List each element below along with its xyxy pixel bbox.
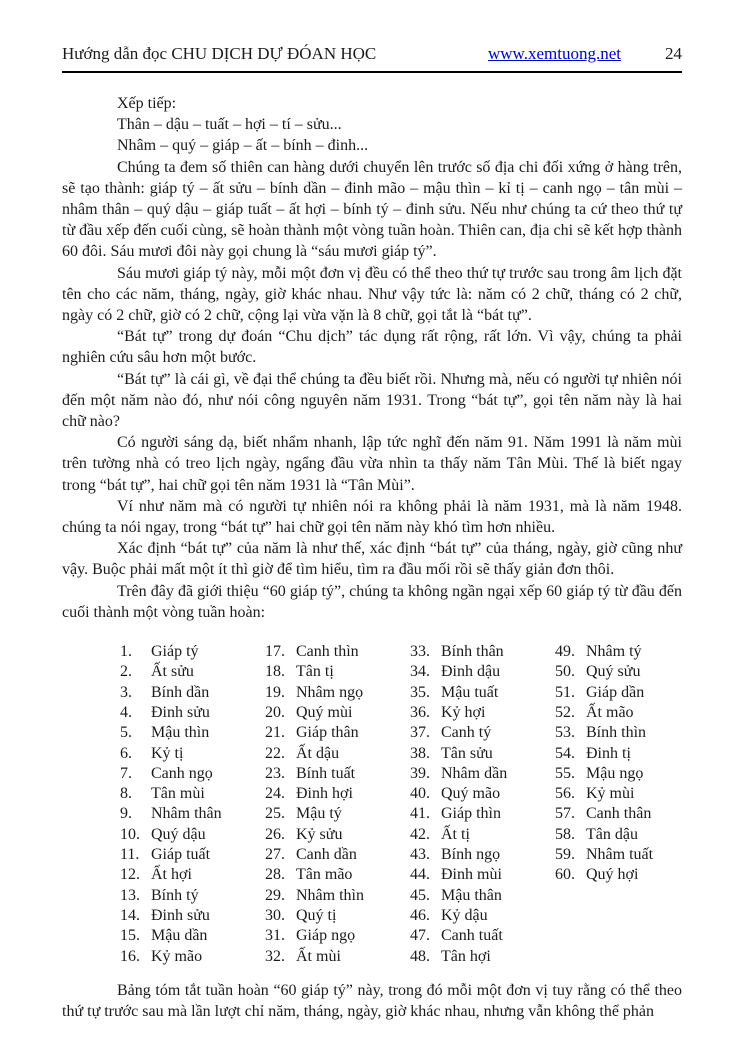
giap-ty-item-label: Nhâm thân (151, 805, 222, 823)
giap-ty-item-label: Kỷ dậu (441, 906, 488, 924)
giap-ty-item-label: Bính dần (151, 683, 210, 701)
giap-ty-item (265, 723, 410, 743)
paragraph: “Bát tự” là cái gì, về đại thể chúng ta đều biết rồi. Nhưng mà, nếu có người tự nhiên nói đến một năm nào đó, như nói công nguyên năm 1931. Trong “bát tự”, gọi tên năm này là hai chữ nào? (62, 370, 682, 431)
giap-ty-item-label: Canh dần (296, 846, 357, 864)
giap-ty-item-label: Nhâm tuất (586, 846, 654, 864)
giap-ty-item (410, 804, 555, 824)
giap-ty-item (265, 683, 410, 703)
giap-ty-item-number: 52. (555, 703, 575, 721)
giap-ty-item-number: 56. (555, 785, 575, 803)
giap-ty-item-label: Ất sửu (151, 663, 194, 681)
giap-ty-item-number: 15. (120, 927, 140, 945)
giap-ty-item-label: Đinh sửu (151, 906, 210, 924)
giap-ty-item-label: Quý mùi (296, 703, 353, 721)
giap-ty-item (265, 764, 410, 784)
giap-ty-item (265, 865, 410, 885)
giap-ty-item-label: Nhâm tý (586, 643, 642, 661)
giap-ty-item-label: Canh tuất (441, 927, 503, 945)
giap-ty-item (410, 865, 555, 885)
header-title: Hướng dẫn đọc CHU DỊCH DỰ ĐÓAN HỌC (62, 44, 377, 63)
giap-ty-item-label: Tân hợi (441, 947, 491, 965)
giap-ty-item (265, 784, 410, 804)
giap-ty-item-label: Mậu tý (296, 805, 342, 823)
giap-ty-item (120, 906, 265, 926)
giap-ty-item (555, 723, 700, 743)
giap-ty-item-label: Mậu thìn (151, 724, 210, 742)
giap-ty-item-number: 51. (555, 683, 575, 701)
text-line: Thân – dậu – tuất – hợi – tí – sửu... (117, 116, 342, 134)
giap-ty-item-number: 34. (410, 663, 430, 681)
giap-ty-item (555, 642, 700, 662)
giap-ty-item-label: Tân mùi (151, 785, 205, 803)
giap-ty-item-number: 58. (555, 825, 575, 843)
giap-ty-item-number: 31. (265, 927, 285, 945)
giap-ty-item (410, 886, 555, 906)
giap-ty-item-number: 22. (265, 744, 285, 762)
header-rule (62, 71, 682, 73)
giap-ty-item (410, 825, 555, 845)
giap-ty-item (265, 642, 410, 662)
giap-ty-item (555, 865, 700, 885)
giap-ty-item-label: Đinh dậu (441, 663, 501, 681)
giap-ty-item (555, 683, 700, 703)
giap-ty-item (120, 723, 265, 743)
giap-ty-item-label: Canh thân (586, 805, 652, 823)
giap-ty-item-label: Bính thìn (586, 724, 647, 742)
giap-ty-item (120, 886, 265, 906)
giap-ty-item-number: 40. (410, 785, 430, 803)
giap-ty-item-number: 30. (265, 906, 285, 924)
giap-ty-item-label: Tân sửu (441, 744, 493, 762)
giap-ty-item-number: 41. (410, 805, 430, 823)
giap-ty-item (120, 744, 265, 764)
giap-ty-item (410, 703, 555, 723)
giap-ty-item-number: 20. (265, 703, 285, 721)
giap-ty-item (120, 662, 265, 682)
giap-ty-item-number: 11. (120, 846, 140, 864)
giap-ty-item (410, 683, 555, 703)
giap-ty-item-label: Bính tý (151, 886, 199, 904)
giap-ty-item-label: Giáp thân (296, 724, 359, 742)
giap-ty-item (120, 825, 265, 845)
giap-ty-item (265, 804, 410, 824)
giap-ty-item (120, 703, 265, 723)
giap-ty-item (410, 906, 555, 926)
giap-ty-item-label: Bính tuất (296, 764, 356, 782)
paragraph: Ví như năm mà có người tự nhiên nói ra không phải là năm 1931, mà là năm 1948. chúng ta nói ngay, trong “bát tự” hai chữ gọi tên năm này khó tìm hơn nhiều. (62, 497, 682, 537)
giap-ty-item (555, 662, 700, 682)
giap-ty-item-number: 17. (265, 643, 285, 661)
giap-ty-item (120, 764, 265, 784)
giap-ty-item-label: Ất mùi (296, 947, 341, 965)
giap-ty-item-number: 54. (555, 744, 575, 762)
giap-ty-item-label: Đinh tị (586, 744, 631, 762)
giap-ty-item-label: Kỷ mão (151, 947, 203, 965)
giap-ty-item-number: 5. (120, 724, 132, 742)
giap-ty-item-label: Quý hợi (586, 866, 639, 884)
giap-ty-item-number: 59. (555, 846, 575, 864)
giap-ty-item (265, 744, 410, 764)
paragraph: “Bát tự” trong dự đoán “Chu dịch” tác dụng rất rộng, rất lớn. Vì vậy, chúng ta phải nghiên cứu sâu hơn một bước. (62, 328, 682, 367)
giap-ty-item-number: 12. (120, 866, 140, 884)
giap-ty-item (410, 642, 555, 662)
text-line: Nhâm – quý – giáp – ất – bính – đinh... (117, 137, 369, 155)
giap-ty-item-label: Kỷ hợi (441, 703, 486, 721)
giap-ty-item-label: Mậu dần (151, 927, 208, 945)
giap-ty-item (410, 723, 555, 743)
giap-ty-item-number: 47. (410, 927, 430, 945)
giap-ty-item (265, 947, 410, 967)
giap-ty-item-label: Ất dậu (296, 744, 340, 762)
giap-ty-item-label: Giáp thìn (441, 805, 501, 823)
giap-ty-item (410, 784, 555, 804)
giap-ty-item-label: Canh ngọ (151, 764, 213, 782)
giap-ty-item (555, 764, 700, 784)
giap-ty-item (410, 764, 555, 784)
paragraph: Xác định “bát tự” của năm là như thế, xác định “bát tự” của tháng, ngày, giờ cũng như vậy. Buộc phải mất một ít thì giờ để tìm hiểu, tìm ra đầu mối rồi sẽ thấy giản đơn thôi. (62, 540, 682, 579)
giap-ty-item-number: 4. (120, 703, 132, 721)
giap-ty-item (410, 662, 555, 682)
giap-ty-item-number: 21. (265, 724, 285, 742)
giap-ty-column (265, 642, 410, 967)
giap-ty-item-number: 46. (410, 906, 430, 924)
giap-ty-item-label: Mậu thân (441, 886, 502, 904)
giap-ty-item-label: Tân tị (296, 663, 334, 681)
giap-ty-item (265, 825, 410, 845)
page-number: 24 (665, 44, 682, 63)
giap-ty-item-number: 38. (410, 744, 430, 762)
giap-ty-item (120, 683, 265, 703)
giap-ty-item-label: Nhâm thìn (296, 886, 364, 904)
giap-ty-item-number: 8. (120, 785, 132, 803)
header-right (488, 44, 682, 64)
giap-ty-item-label: Quý dậu (151, 825, 206, 843)
giap-ty-item-label: Quý sửu (586, 663, 641, 681)
giap-ty-item-label: Canh thìn (296, 643, 359, 661)
text-line: Xếp tiếp: (117, 95, 177, 112)
giap-ty-item-number: 9. (120, 805, 132, 823)
giap-ty-item-number: 48. (410, 947, 430, 965)
giap-ty-item-label: Đinh mùi (441, 866, 502, 884)
giap-ty-item-label: Nhâm dần (441, 764, 508, 782)
giap-ty-item (555, 744, 700, 764)
giap-ty-item-label: Giáp ngọ (296, 927, 356, 945)
giap-ty-item-label: Kỷ sửu (296, 825, 343, 843)
giap-ty-item-label: Tân dậu (586, 825, 638, 843)
header-website-link[interactable]: www.xemtuong.net (488, 44, 621, 63)
giap-ty-item-number: 37. (410, 724, 430, 742)
giap-ty-item-number: 44. (410, 866, 430, 884)
giap-ty-item-label: Ất tị (441, 825, 470, 843)
giap-ty-item-number: 10. (120, 825, 140, 843)
giap-ty-item-number: 2. (120, 663, 132, 681)
giap-ty-item-label: Kỷ mùi (586, 785, 635, 803)
giap-ty-item-number: 42. (410, 825, 430, 843)
giap-ty-item (410, 947, 555, 967)
giap-ty-item-number: 24. (265, 785, 285, 803)
giap-ty-item (410, 845, 555, 865)
giap-ty-item-label: Ất hợi (151, 866, 192, 884)
giap-ty-item-label: Giáp dần (586, 683, 645, 701)
giap-ty-item (265, 906, 410, 926)
paragraph: Sáu mươi giáp tý này, mỗi một đơn vị đều có thể theo thứ tự trước sau trong âm lịch đặt tên cho các năm, tháng, ngày, giờ khác nhau. Như vậy tức là: năm có 2 chữ, tháng có 2 chữ, ngày có 2 chữ, giờ có 2 chữ, cộng lại vừa vặn là 8 chữ, gọi tắt là “bát tự”. (62, 264, 682, 325)
giap-ty-item-number: 45. (410, 886, 430, 904)
giap-ty-item-label: Ất mão (586, 703, 634, 721)
paragraph: Trên đây đã giới thiệu “60 giáp tý”, chúng ta không ngần ngại xếp 60 giáp tý từ đầu đến cuối thành một vòng tuần hoàn: (62, 582, 682, 621)
giap-ty-item (265, 703, 410, 723)
giap-ty-column (120, 642, 265, 967)
giap-ty-item-number: 6. (120, 744, 132, 762)
giap-ty-item-label: Quý tị (296, 906, 337, 924)
giap-ty-item-number: 23. (265, 764, 285, 782)
giap-ty-item (265, 926, 410, 946)
giap-ty-item-label: Quý mão (441, 785, 501, 803)
giap-ty-item (555, 845, 700, 865)
giap-ty-item (120, 947, 265, 967)
giap-ty-item (120, 784, 265, 804)
giap-ty-item-number: 43. (410, 846, 430, 864)
giap-ty-item-label: Kỷ tị (151, 744, 184, 762)
giap-ty-item (555, 703, 700, 723)
giap-ty-item-number: 33. (410, 643, 430, 661)
giap-ty-item-number: 19. (265, 683, 285, 701)
giap-ty-item-label: Đinh hợi (296, 785, 353, 803)
giap-ty-item-number: 49. (555, 643, 575, 661)
giap-ty-item-label: Tân mão (296, 866, 353, 884)
giap-ty-item-number: 36. (410, 703, 430, 721)
giap-ty-item-label: Mậu tuất (441, 683, 499, 701)
giap-ty-item-number: 1. (120, 643, 132, 661)
giap-ty-item-number: 60. (555, 866, 575, 884)
giap-ty-item-label: Đinh sửu (151, 703, 210, 721)
giap-ty-item (265, 845, 410, 865)
giap-ty-item (410, 926, 555, 946)
giap-ty-item (555, 784, 700, 804)
giap-ty-item-label: Giáp tuất (151, 846, 211, 864)
paragraph: Có người sáng dạ, biết nhẩm nhanh, lập tức nghĩ đến năm 91. Năm 1991 là năm mùi trên tường nhà có treo lịch ngày, ngẩng đầu vừa nhìn ta thấy năm Tân Mùi. Thế là biết ngay trong “bát tự”, hai chữ gọi tên năm 1931 là “Tân Mùi”. (62, 434, 682, 494)
giap-ty-item-number: 7. (120, 764, 132, 782)
giap-ty-item (120, 642, 265, 662)
giap-ty-item-number: 16. (120, 947, 140, 965)
giap-ty-item (120, 804, 265, 824)
giap-ty-item-number: 32. (265, 947, 285, 965)
giap-ty-item-label: Mậu ngọ (586, 764, 644, 782)
giap-ty-item-number: 14. (120, 906, 140, 924)
giap-ty-item-number: 57. (555, 805, 575, 823)
giap-ty-item-label: Canh tý (441, 724, 492, 742)
giap-ty-column (410, 642, 555, 967)
giap-ty-item-label: Nhâm ngọ (296, 683, 364, 701)
giap-ty-item-number: 18. (265, 663, 285, 681)
giap-ty-item (120, 845, 265, 865)
giap-ty-item-number: 25. (265, 805, 285, 823)
giap-ty-item-number: 50. (555, 663, 575, 681)
giap-ty-column (555, 642, 700, 967)
giap-ty-item-label: Bính thân (441, 643, 504, 661)
giap-ty-item (265, 662, 410, 682)
giap-ty-item-number: 27. (265, 846, 285, 864)
giap-ty-item-number: 26. (265, 825, 285, 843)
paragraph: Chúng ta đem số thiên can hàng dưới chuyển lên trước số địa chi đối xứng ở hàng trên, sẽ tạo thành: giáp tý – ất sửu – bính dần – đinh mão – mậu thìn – kỉ tị – canh ngọ – tân mùi – nhâm thân – quý dậu – giáp tuất – ất hợi – bính tý – đinh sửu. Nếu như chúng ta cứ theo thứ tự từ đầu xếp đến cuối cùng, sẽ hoàn thành một vòng tuần hoàn. Thiên can, địa chi sẽ kết hợp thành 60 đôi. Sáu mươi đôi này gọi chung là “sáu mươi giáp tý”. (62, 158, 682, 261)
giap-ty-item-label: Bính ngọ (441, 846, 501, 864)
giap-ty-item (555, 804, 700, 824)
giap-ty-item-label: Giáp tý (151, 643, 199, 661)
giap-ty-item (410, 744, 555, 764)
giap-ty-item (265, 886, 410, 906)
giap-ty-item-number: 39. (410, 764, 430, 782)
giap-ty-item-number: 3. (120, 683, 132, 701)
giap-ty-item-number: 13. (120, 886, 140, 904)
giap-ty-item (555, 825, 700, 845)
giap-ty-item-number: 55. (555, 764, 575, 782)
giap-ty-item-number: 29. (265, 886, 285, 904)
giap-ty-item-number: 28. (265, 866, 285, 884)
body-paragraphs (62, 93, 682, 623)
sixty-giap-ty-list (120, 642, 682, 967)
giap-ty-item (120, 865, 265, 885)
giap-ty-item-number: 35. (410, 683, 430, 701)
page-header (62, 44, 682, 64)
closing-paragraph: Bảng tóm tắt tuần hoàn “60 giáp tý” này, trong đó mỗi một đơn vị tuy rằng có thể theo thứ tự trước sau mà lần lượt chỉ năm, tháng, ngày, giờ khác nhau, nhưng vẫn không thể phản (62, 981, 682, 1021)
giap-ty-item (120, 926, 265, 946)
giap-ty-item-number: 53. (555, 724, 575, 742)
